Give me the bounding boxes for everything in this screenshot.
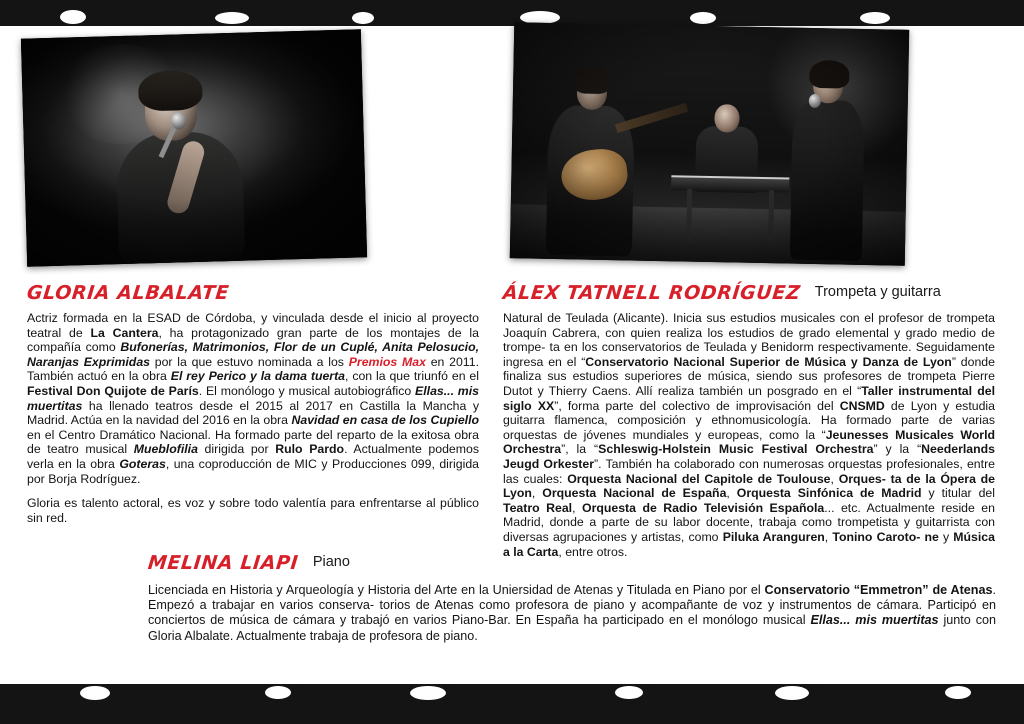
band-notch — [775, 686, 809, 700]
band-blob — [0, 684, 130, 722]
band-notch — [690, 12, 716, 24]
decorative-top-band — [0, 0, 1024, 26]
artist-role: Trompeta y guitarra — [814, 284, 941, 300]
photo-vignette — [21, 29, 367, 266]
bio-paragraph: Actriz formada en la ESAD de Córdoba, y vinculada desde el inicio al proyecto teatral de La Cantera, ha protagonizado gran parte de los montajes de la compañía como Bufonerías, Matrimonios, Flor de un Cuplé, Anita Pelosucio, Naranjas Exprimidas por la que estuvo nominada a los Premios Max en 2011. También actuó en la obra El rey Perico y la dama tuerta, con la que triunfó en el Festival Don Quijote de París. El monólogo y musical autobiográfico Ellas... mis muertitas ha llenado teatros desde el 2015 al 2017 en Castilla la Mancha y Madrid. Actúa en la navidad del 2016 en la obra Navidad en casa de los Cupiello en el Centro Dramático Nacional. Ha formado parte del reparto de la exitosa obra de teatro musical Mueblofilia dirigida por Rulo Pardo. Actualmente podemos verla en la obra Goteras, una coproducción de MIC y Producciones 099, dirigida por Borja Rodríguez. — [27, 311, 480, 486]
photo-content — [510, 22, 909, 266]
band-notch — [860, 12, 890, 24]
band-blob — [900, 0, 1024, 26]
bio-gloria-albalate — [27, 282, 479, 525]
bio-melina-liapi — [148, 552, 996, 644]
decorative-bottom-band — [0, 684, 1024, 724]
bio-heading — [27, 282, 479, 306]
band-blob — [720, 0, 920, 26]
photo-trio-on-stage — [510, 22, 909, 266]
photo-vignette — [510, 22, 909, 266]
bio-paragraph: Licenciada en Historia y Arqueología y Historia del Arte en la Uniersidad de Atenas y Titulada en Piano por el Conservatorio “Emmetron” de Atenas. Empezó a trabajar en varios conserva- torios de Atenas como profesora de piano y acompañante de voz y instrumentos de cámara. Participó en conciertos de música de cámara y trabajó en varios Piano-Bar. En España ha participado en el monólogo musical Ellas... mis muertitas junto con Gloria Albalate. Actualmente trabaja de profesora de piano. — [148, 583, 996, 643]
band-notch — [265, 686, 291, 699]
band-notch — [352, 12, 374, 24]
band-notch — [60, 10, 86, 24]
artist-name: GLORIA ALBALATE — [25, 282, 231, 304]
artist-role: Piano — [312, 554, 350, 570]
band-blob — [810, 684, 1024, 724]
bio-heading — [148, 552, 996, 576]
band-blob — [0, 0, 100, 26]
band-notch — [215, 12, 249, 24]
band-notch — [615, 686, 643, 699]
band-blob — [250, 2, 400, 26]
band-blob — [570, 0, 740, 26]
band-notch — [945, 686, 971, 699]
bio-paragraph: Natural de Teulada (Alicante). Inicia sus estudios musicales con el profesor de trompeta Joaquín Cabrera, con quien realiza los estudios de grado elemental y grado medio de trompe- ta en los conservatorios de Teulada y Benidorm respectivamente. Seguidamente ingresa en el “Conservatorio Nacional Superior de Música y Danza de Lyon” donde finaliza sus estudios superiores de música, siendo sus profesores de trompeta Pierre Dutot y Thierry Caens. Allí realiza también un posgrado en el “Taller instrumental del siglo XX”, forma parte del colectivo de improvisación del CNSMD de Lyon y estudia guitarra flamenca, composición y ethnomusicología. Ha formado parte de varias orquestas de jóvenes mundiales y europeas, como la “Jeunesses Musicales World Orchestra”, la “Schleswig-Holstein Music Festival Orchestra” y la “Neederlands Jeugd Orkester”. También ha colaborado con numerosas orquestas profesionales, entre las cuales: Orquesta Nacional del Capitole de Toulouse, Orques- ta de la Ópera de Lyon, Orquesta Nacional de España, Orquesta Sinfónica de Madrid y titular del Teatro Real, Orquesta de Radio Televisión Española... etc. Actualmente reside en Madrid, donde a parte de su labor docente, trabaja como trompetista y guitarrista con diversas agrupaciones y artistas, como Piluka Aranguren, Tonino Caroto- ne y Música a la Carta, entre otros. — [503, 311, 996, 559]
band-notch — [80, 686, 110, 700]
bio-alex-tatnell-rodriguez — [503, 282, 995, 559]
photo-content — [21, 29, 367, 266]
bio-heading — [503, 282, 995, 306]
artist-name: ÁLEX TATNELL RODRÍGUEZ — [501, 282, 802, 304]
bio-paragraph: Gloria es talento actoral, es voz y sobre todo valentía para enfrentarse al público sin red. — [27, 496, 479, 525]
photo-gloria-albalate — [21, 29, 367, 266]
band-notch — [410, 686, 446, 700]
artist-name: MELINA LIAPI — [146, 552, 300, 574]
